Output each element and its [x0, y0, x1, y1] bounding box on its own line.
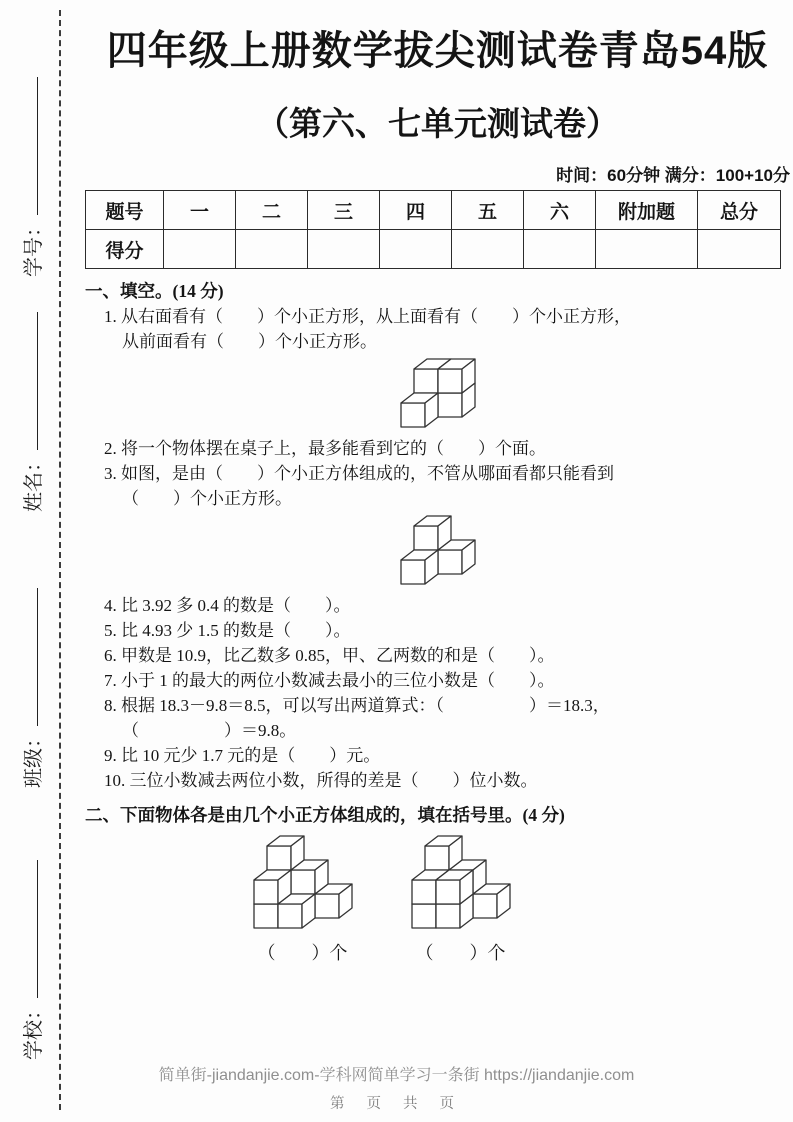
question-6-line: 6. 甲数是 10.9，比乙数多 0.85，甲、乙两数的和是（ ）。: [104, 646, 555, 665]
question-5-line: 5. 比 4.93 少 1.5 的数是（ ）。: [104, 621, 351, 640]
score-cell: [308, 230, 380, 269]
class-label: 班级：: [22, 728, 45, 788]
student-id-blank-line: [24, 77, 38, 215]
school-label: 学校：: [22, 1000, 45, 1060]
question-1-figure-wrap: [85, 357, 790, 434]
question-4-line: 4. 比 3.92 多 0.4 的数是（ ）。: [104, 596, 351, 615]
cube-figure-question-1: [399, 357, 477, 429]
cube-figure-object-right: [410, 834, 512, 930]
score-cell: [164, 230, 236, 269]
page-subtitle: （第六、七单元测试卷）: [256, 105, 619, 142]
question-2-line: 2. 将一个物体摆在桌子上，最多能看到它的（ ）个面。: [104, 439, 546, 458]
header-cell-total: 总分: [698, 191, 781, 230]
left-answer-blank: （ ）个: [257, 943, 348, 963]
header-cell-bonus: 附加题: [596, 191, 698, 230]
score-table-header-row: [86, 191, 781, 230]
header-cell-1: 一: [164, 191, 236, 230]
section-two-heading: 二、下面物体各是由几个小正方体组成的，填在括号里。(4 分): [85, 805, 565, 825]
right-answer-blank: （ ）个: [415, 943, 506, 963]
question-9-line: 9. 比 10 元少 1.7 元的是（ ）元。: [104, 746, 381, 765]
question-1-line-1: 1. 从右面看有（ ）个小正方形，从上面看有（ ）个小正方形，: [104, 307, 631, 326]
header-cell-5: 五: [452, 191, 524, 230]
side-field-student-id: [18, 77, 44, 277]
score-cell: [524, 230, 596, 269]
question-7-line: 7. 小于 1 的最大的两位小数减去最小的三位小数是（ ）。: [104, 671, 555, 690]
section-one-heading: 一、填空。(14 分): [85, 281, 224, 301]
score-cell: [596, 230, 698, 269]
footer-page-number: 第 页 共 页: [329, 1096, 464, 1112]
cube-figure-question-3: [399, 514, 477, 586]
cube-figure-object-left: [252, 834, 354, 930]
student-id-label: 学号：: [22, 217, 45, 277]
question-8-line-2: （ ）＝9.8。: [122, 721, 297, 740]
main-column: [85, 0, 790, 965]
exam-meta: 时间：60分钟 满分：100+10分: [556, 166, 790, 185]
score-cell: [452, 230, 524, 269]
question-3-line-1: 3. 如图，是由（ ）个小正方体组成的，不管从哪面看都只能看到: [104, 464, 614, 483]
question-3-figure-wrap: [85, 514, 790, 591]
score-cell: [698, 230, 781, 269]
footer-site-text: 简单街-jiandanjie.com-学科网简单学习一条街 https://jiandanjie.com: [158, 1067, 635, 1084]
section-two-left-figure-block: [252, 834, 354, 965]
section-two-figures-row: [29, 834, 734, 965]
header-cell-4: 四: [380, 191, 452, 230]
score-table: [85, 190, 781, 269]
question-1-line-2: 从前面看有（ ）个小正方形。: [122, 332, 377, 351]
score-cell: [236, 230, 308, 269]
side-field-name: [18, 312, 44, 512]
score-cell: [380, 230, 452, 269]
question-8-line-1: 8. 根据 18.3－9.8＝8.5，可以写出两道算式：（ ）＝18.3，: [104, 696, 610, 715]
page-title: 四年级上册数学拔尖测试卷青岛54版: [106, 29, 769, 73]
name-label: 姓名：: [22, 452, 45, 512]
score-row-label: 得分: [86, 230, 164, 269]
question-3-line-2: （ ）个小正方形。: [122, 489, 292, 508]
page-footer: [0, 1062, 793, 1113]
score-table-score-row: [86, 230, 781, 269]
header-cell-question-no: 题号: [86, 191, 164, 230]
name-blank-line: [24, 312, 38, 450]
header-cell-2: 二: [236, 191, 308, 230]
header-cell-6: 六: [524, 191, 596, 230]
section-two-right-figure-block: [410, 834, 512, 965]
question-10-line: 10. 三位小数减去两位小数，所得的差是（ ）位小数。: [104, 771, 538, 790]
class-blank-line: [24, 588, 38, 726]
side-field-class: [18, 588, 44, 788]
header-cell-3: 三: [308, 191, 380, 230]
